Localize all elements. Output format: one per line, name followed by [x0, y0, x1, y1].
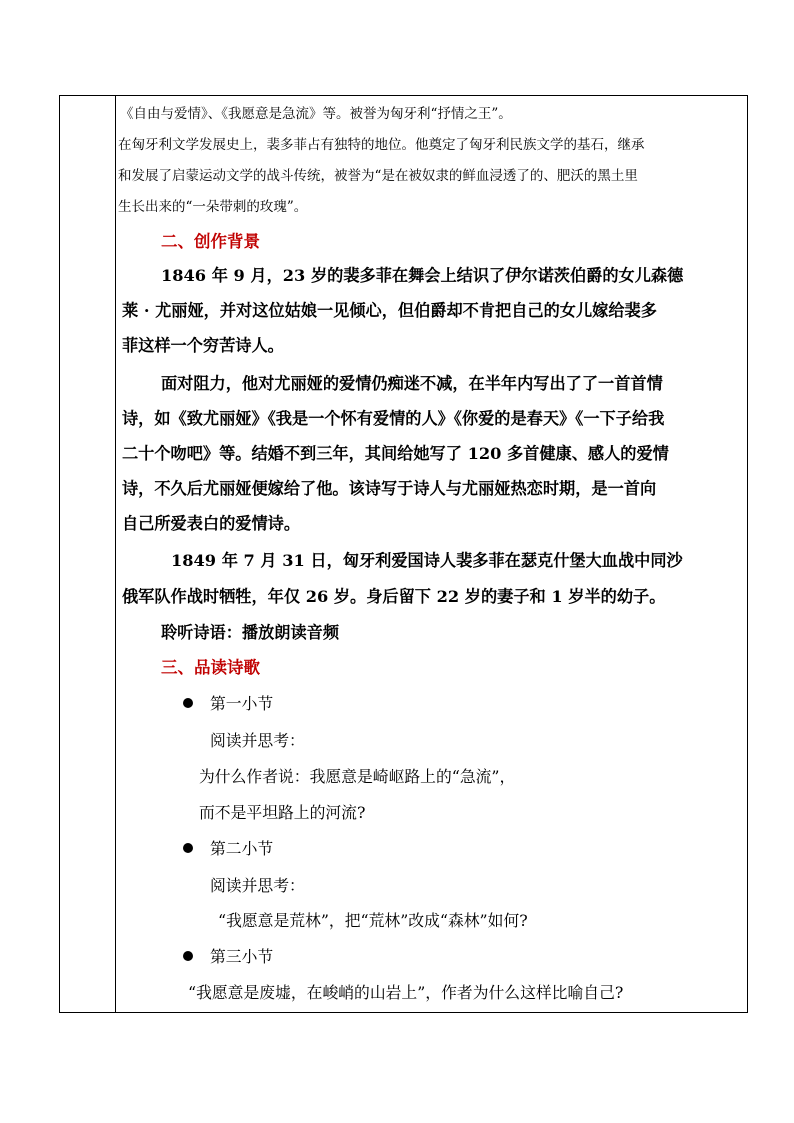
- background-p2-line-2: 诗，如《致尤丽娅》《我是一个怀有爱情的人》《你爱的是春天》《一下子给我: [122, 409, 665, 428]
- bullet-dot-icon: [183, 843, 193, 853]
- stanza-2-question: “我愿意是荒林”，把“荒林”改成“森林”如何?: [218, 911, 528, 930]
- stanza-3-question: “我愿意是废墟，在峻峭的山岩上”，作者为什么这样比喻自己?: [188, 983, 624, 1002]
- heading-creation-background: 二、创作背景: [161, 232, 260, 251]
- intro-line-1: 《自由与爱情》、《我愿意是急流》等。被誉为匈牙利“抒情之王”。: [120, 106, 512, 122]
- column-divider: [115, 96, 116, 1012]
- background-p1-line-2: 莱 · 尤丽娅，并对这位姑娘一见倾心，但伯爵却不肯把自己的女儿嫁给裴多: [122, 301, 657, 320]
- background-p1-line-3: 菲这样一个穷苦诗人。: [122, 336, 284, 355]
- intro-line-3: 和发展了启蒙运动文学的战斗传统，被誉为“是在被奴隶的鲜血浸透了的、肥沃的黑土里: [118, 168, 638, 184]
- background-p3-line-1: 1849 年 7 月 31 日，匈牙利爱国诗人裴多菲在瑟克什堡大血战中同沙: [171, 551, 683, 570]
- bullet-dot-icon: [183, 698, 193, 708]
- background-p2-line-5: 自己所爱表白的爱情诗。: [122, 514, 301, 533]
- intro-line-4: 生长出来的“一朵带刺的玫瑰”。: [118, 199, 308, 215]
- bullet-dot-icon: [183, 951, 193, 961]
- stanza-1-question-line-1: 为什么作者说：我愿意是崎岖路上的“急流”，: [199, 767, 516, 786]
- stanza-1-prompt: 阅读并思考：: [210, 731, 305, 750]
- stanza-2-title: 第二小节: [210, 839, 274, 858]
- background-p2-line-1: 面对阻力，他对尤丽娅的爱情仍痴迷不减，在半年内写出了了一首首情: [161, 374, 663, 393]
- listen-audio-line: 聆听诗语：播放朗读音频: [161, 623, 340, 642]
- stanza-3-title: 第三小节: [210, 947, 274, 966]
- background-p3-line-2: 俄军队作战时牺牲，年仅 26 岁。身后留下 22 岁的妻子和 1 岁半的幼子。: [122, 587, 666, 606]
- lesson-table: [59, 95, 748, 1013]
- background-p2-line-4: 诗，不久后尤丽娅便嫁给了他。该诗写于诗人与尤丽娅热恋时期，是一首向: [122, 479, 657, 498]
- heading-read-poem: 三、品读诗歌: [161, 658, 260, 677]
- stanza-2-prompt: 阅读并思考：: [210, 876, 305, 895]
- background-p1-line-1: 1846 年 9 月，23 岁的裴多菲在舞会上结识了伊尔诺茨伯爵的女儿森德: [161, 266, 684, 285]
- stanza-1-question-line-2: 而不是平坦路上的河流?: [199, 803, 366, 822]
- intro-line-2: 在匈牙利文学发展史上，裴多菲占有独特的地位。他奠定了匈牙利民族文学的基石，继承: [118, 137, 645, 153]
- stanza-1-title: 第一小节: [210, 694, 274, 713]
- background-p2-line-3: 二十个吻吧》等。结婚不到三年，其间给她写了 120 多首健康、感人的爱情: [122, 444, 669, 463]
